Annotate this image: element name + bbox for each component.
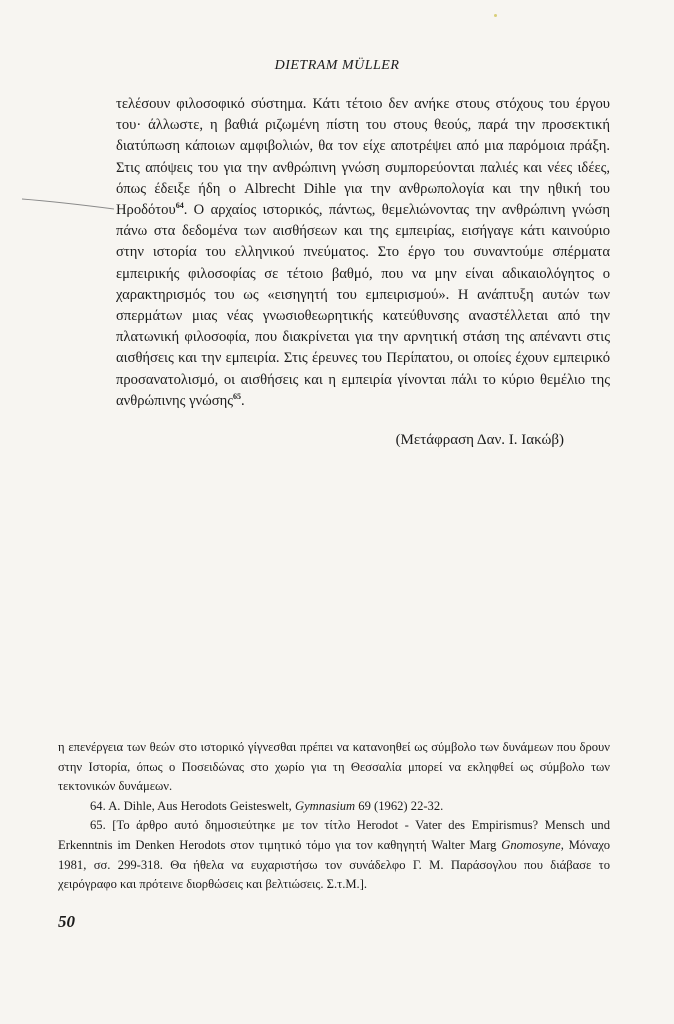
- footnote-ref-64: 64: [175, 201, 184, 211]
- page-number: 50: [58, 912, 75, 931]
- footnotes: [58, 738, 610, 895]
- footnote-continuation: η επενέργεια των θεών στο ιστορικό γίγνεσθαι πρέπει να κατανοηθεί ως σύμβολο των δυνάμεων που δρουν στην Ιστορία, όπως ο Ποσειδώνας στο χωρίο για τη Θεσσαλία μπορεί να εκληφθεί ως σύμβολο των τεκτονικών δυνάμεων.: [58, 740, 610, 794]
- journal-title: Gymnasium: [294, 798, 356, 813]
- margin-pencil-mark: [20, 196, 116, 212]
- text-segment: .: [241, 392, 245, 409]
- footnote-text: 64. A. Dihle, Aus Herodots Geisteswelt,: [90, 798, 295, 813]
- text-segment: . Ο αρχαίος ιστορικός, πάντως, θεμελιώνοντας την ανθρώπινη γνώση πάνω στα δεδομένα των αισθήσεων και της εμπειρίας, εισήγαγε κάτι καινούριο στην ιστορία του ελληνικού πνεύματος. Στο έργο του συναντούμε σπέρματα εμπειρικής φιλοσοφίας σε τέτοιο βαθμό, που να μην είναι αδικαιολόγητος ο χαρακτηρισμός του ως «εισηγητή του εμπειρισμού». Η ανάπτυξη αυτών των σπερμάτων μιας νέας γνωσιοθεωρητικής κατεύθυνσης αναστέλλεται από την πλατωνική φιλοσοφία, που διακρίνεται για την αρνητική στάση της απέναντι στις αισθήσεις και την εμπειρία. Στις έρευνες του Περίπατου, οι οποίες έχουν εμπειρικό προσανατολισμό, οι αισθήσεις και η εμπειρία γίνονται πάλι το κύριο θεμέλιο της ανθρώπινης γνώσης: [116, 202, 610, 409]
- footnote-65: [58, 816, 610, 894]
- translator-credit: (Μετάφραση Δαν. Ι. Ιακώβ): [395, 432, 564, 448]
- paper-speck: [494, 14, 497, 17]
- book-title: Gnomosyne: [501, 837, 561, 852]
- footnote-text: 69 (1962) 22-32.: [355, 798, 444, 813]
- text-segment: τελέσουν φιλοσοφικό σύστημα. Κάτι τέτοιο δεν ανήκε στους στόχους του έργου του· άλλωστε, η βαθιά ριζωμένη πίστη του στους θεούς, παρά την προσεκτική διατύπωση κάποιων αμφιβολιών, θα τον είχε αποτρέψει από μια παρόμοια πράξη. Στις απόψεις του για την ανθρώπινη γνώση συμπορεύονται παλιές και νέες ιδέες, όπως έδειξε ήδη ο Albrecht Dihle για την ανθρωπολογία και την ηθική του Ηροδότου: [116, 96, 610, 219]
- footnote-text: 65. [Το άρθρο αυτό δημοσιεύτηκε με τον τίτλο Herodot - Vater des Empirismus? Mensch und Erkenntnis im Denken Herodots στον τιμητικό τόμο για τον καθηγητή Walter Marg: [58, 818, 610, 852]
- main-text: [116, 94, 610, 412]
- running-head: DIETRAM MÜLLER: [274, 58, 400, 73]
- footnote-ref-65: 65: [233, 391, 242, 401]
- paragraph: [116, 94, 610, 412]
- footnote-64: [58, 797, 610, 817]
- footnote-text: , Μόναχο 1981, σσ. 299-318. Θα ήθελα να ευχαριστήσω τον συνάδελφο Γ. Μ. Παράσογλου που διάβασε το χειρόγραφο και πρότεινε διορθώσεις και βελτιώσεις. Σ.τ.Μ.].: [58, 837, 610, 892]
